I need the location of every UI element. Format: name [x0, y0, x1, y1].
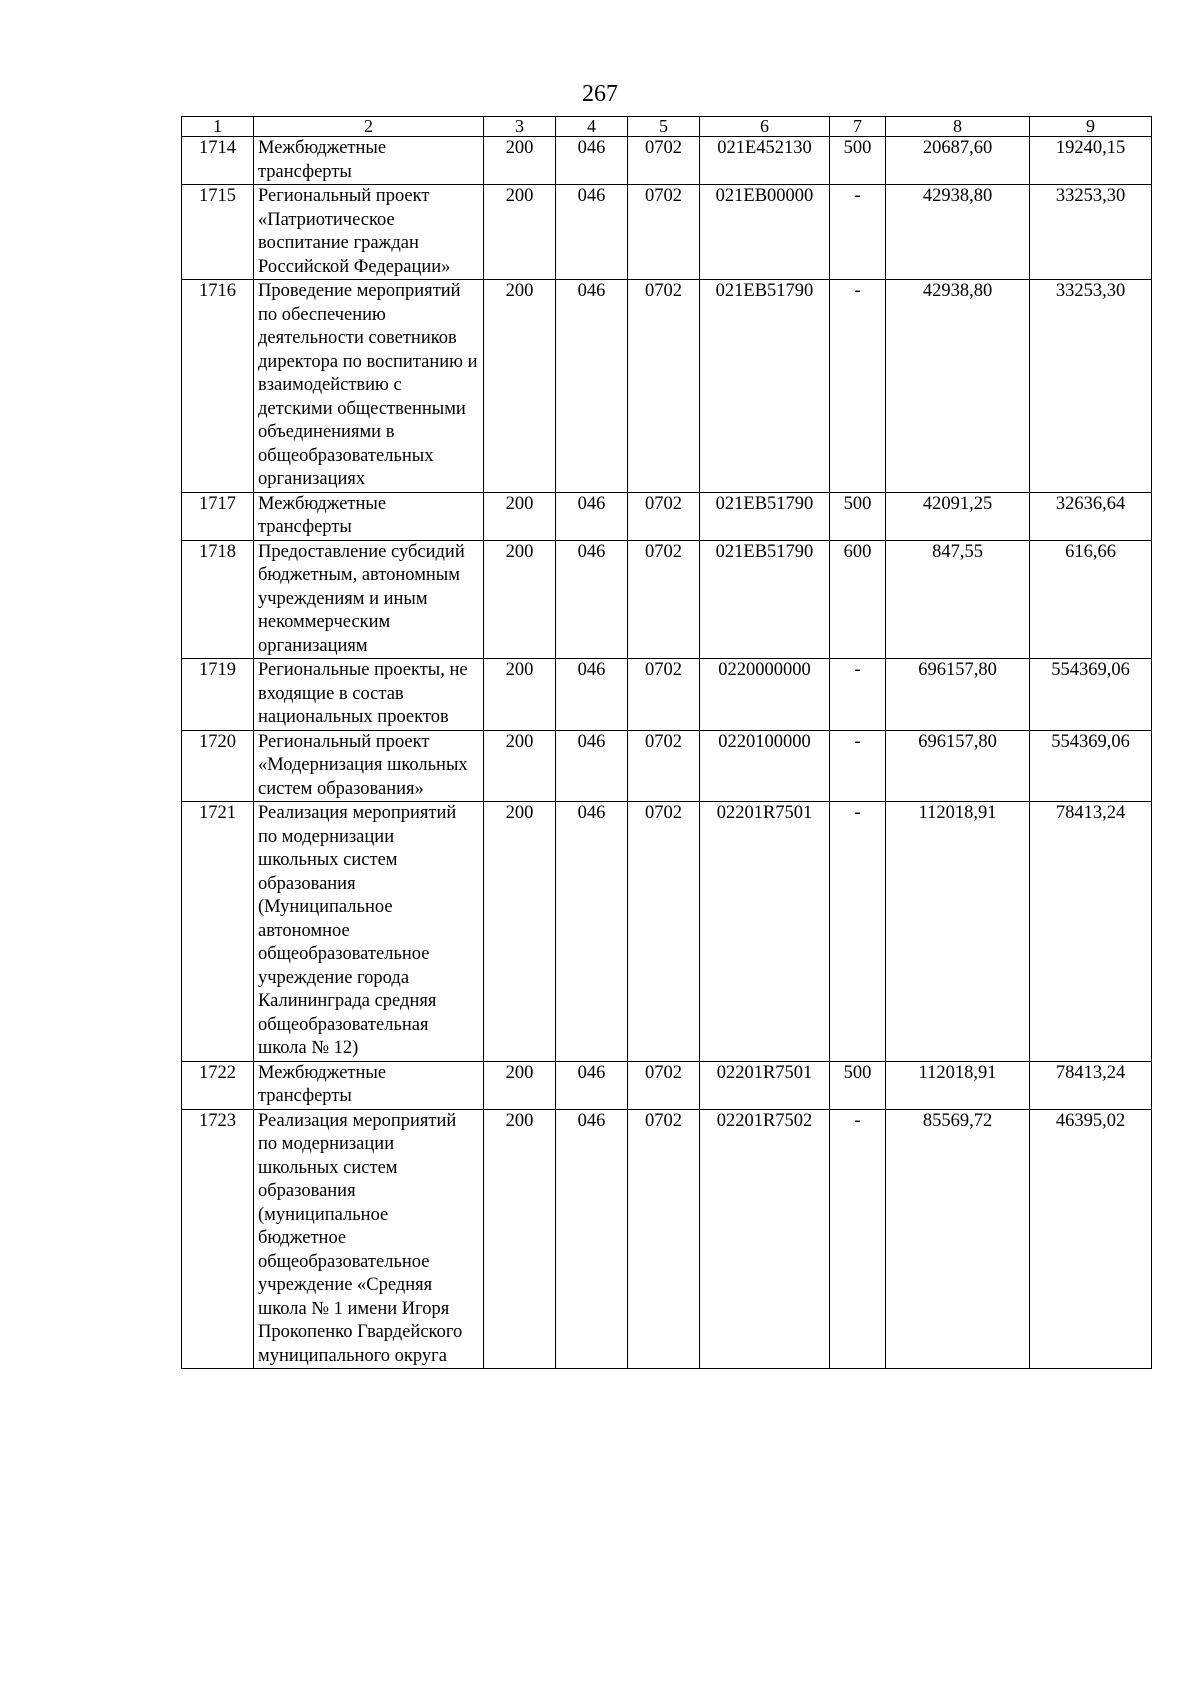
cell-code-6: 0220100000 — [700, 730, 830, 802]
table-row — [182, 492, 1152, 540]
cell-code-4: 046 — [556, 137, 628, 185]
cell-code-4: 046 — [556, 802, 628, 1062]
cell-code-6: 02201R7502 — [700, 1109, 830, 1369]
cell-code-5: 0702 — [628, 1061, 700, 1109]
cell-row-number: 1717 — [182, 492, 254, 540]
table-row — [182, 802, 1152, 1062]
table-row — [182, 280, 1152, 493]
cell-code-6: 021EB51790 — [700, 492, 830, 540]
column-header: 8 — [886, 117, 1030, 137]
cell-name: Проведение мероприятий по обеспечению деятельности советников директора по воспитанию и взаимодействию с детскими общественными объединениями в общеобразовательных организациях — [254, 280, 484, 493]
cell-code-7: 500 — [830, 137, 886, 185]
column-header: 2 — [254, 117, 484, 137]
cell-code-6: 021EB51790 — [700, 540, 830, 659]
cell-code-3: 200 — [484, 185, 556, 280]
cell-row-number: 1715 — [182, 185, 254, 280]
cell-code-5: 0702 — [628, 492, 700, 540]
cell-row-number: 1721 — [182, 802, 254, 1062]
cell-code-6: 0220000000 — [700, 659, 830, 731]
cell-row-number: 1722 — [182, 1061, 254, 1109]
cell-amount-8: 696157,80 — [886, 730, 1030, 802]
cell-name: Межбюджетные трансферты — [254, 137, 484, 185]
column-header: 9 — [1030, 117, 1152, 137]
cell-amount-8: 112018,91 — [886, 802, 1030, 1062]
header-row — [182, 117, 1152, 137]
column-header: 4 — [556, 117, 628, 137]
cell-code-5: 0702 — [628, 137, 700, 185]
cell-row-number: 1714 — [182, 137, 254, 185]
cell-row-number: 1719 — [182, 659, 254, 731]
cell-code-3: 200 — [484, 730, 556, 802]
table-row — [182, 1061, 1152, 1109]
cell-code-3: 200 — [484, 137, 556, 185]
cell-code-4: 046 — [556, 185, 628, 280]
cell-code-6: 021EB00000 — [700, 185, 830, 280]
cell-name: Региональный проект «Патриотическое воспитание граждан Российской Федерации» — [254, 185, 484, 280]
table-row — [182, 659, 1152, 731]
cell-code-7: 500 — [830, 1061, 886, 1109]
cell-code-3: 200 — [484, 280, 556, 493]
table-row — [182, 185, 1152, 280]
cell-code-7: - — [830, 185, 886, 280]
cell-code-6: 021E452130 — [700, 137, 830, 185]
table-body — [182, 117, 1152, 1369]
cell-code-6: 02201R7501 — [700, 802, 830, 1062]
cell-amount-9: 33253,30 — [1030, 185, 1152, 280]
cell-code-4: 046 — [556, 1109, 628, 1369]
budget-table — [181, 116, 1152, 1369]
table-row — [182, 137, 1152, 185]
page-number: 267 — [582, 81, 618, 107]
cell-code-4: 046 — [556, 730, 628, 802]
cell-row-number: 1716 — [182, 280, 254, 493]
column-header: 6 — [700, 117, 830, 137]
cell-amount-8: 20687,60 — [886, 137, 1030, 185]
cell-code-4: 046 — [556, 280, 628, 493]
cell-row-number: 1720 — [182, 730, 254, 802]
cell-code-3: 200 — [484, 540, 556, 659]
cell-name: Межбюджетные трансферты — [254, 492, 484, 540]
table-row — [182, 730, 1152, 802]
cell-name: Реализация мероприятий по модернизации школьных систем образования (муниципальное бюджетное общеобразовательное учреждение «Средняя школа № 1 имени Игоря Прокопенко Гвардейского муниципального округа — [254, 1109, 484, 1369]
cell-amount-8: 696157,80 — [886, 659, 1030, 731]
cell-code-6: 02201R7501 — [700, 1061, 830, 1109]
cell-code-5: 0702 — [628, 659, 700, 731]
cell-code-5: 0702 — [628, 1109, 700, 1369]
table-row — [182, 540, 1152, 659]
cell-amount-9: 46395,02 — [1030, 1109, 1152, 1369]
cell-amount-9: 32636,64 — [1030, 492, 1152, 540]
cell-code-4: 046 — [556, 1061, 628, 1109]
column-header: 1 — [182, 117, 254, 137]
cell-amount-9: 78413,24 — [1030, 802, 1152, 1062]
cell-row-number: 1718 — [182, 540, 254, 659]
cell-code-5: 0702 — [628, 540, 700, 659]
cell-code-5: 0702 — [628, 280, 700, 493]
cell-amount-9: 616,66 — [1030, 540, 1152, 659]
cell-code-7: - — [830, 659, 886, 731]
cell-code-3: 200 — [484, 492, 556, 540]
cell-code-4: 046 — [556, 492, 628, 540]
cell-code-3: 200 — [484, 802, 556, 1062]
cell-amount-9: 19240,15 — [1030, 137, 1152, 185]
cell-code-5: 0702 — [628, 802, 700, 1062]
column-header: 3 — [484, 117, 556, 137]
cell-name: Региональные проекты, не входящие в состав национальных проектов — [254, 659, 484, 731]
cell-amount-8: 85569,72 — [886, 1109, 1030, 1369]
cell-amount-9: 554369,06 — [1030, 659, 1152, 731]
cell-code-3: 200 — [484, 1109, 556, 1369]
cell-code-5: 0702 — [628, 185, 700, 280]
cell-name: Реализация мероприятий по модернизации школьных систем образования (Муниципальное автономное общеобразовательное учреждение города Калининграда средняя общеобразовательная школа № 12) — [254, 802, 484, 1062]
cell-amount-9: 554369,06 — [1030, 730, 1152, 802]
cell-code-4: 046 — [556, 659, 628, 731]
table-row — [182, 1109, 1152, 1369]
cell-name: Межбюджетные трансферты — [254, 1061, 484, 1109]
cell-code-5: 0702 — [628, 730, 700, 802]
cell-amount-8: 847,55 — [886, 540, 1030, 659]
cell-amount-8: 112018,91 — [886, 1061, 1030, 1109]
cell-amount-8: 42091,25 — [886, 492, 1030, 540]
cell-amount-8: 42938,80 — [886, 185, 1030, 280]
cell-amount-9: 33253,30 — [1030, 280, 1152, 493]
cell-code-3: 200 — [484, 1061, 556, 1109]
cell-code-6: 021EB51790 — [700, 280, 830, 493]
cell-code-3: 200 — [484, 659, 556, 731]
cell-amount-9: 78413,24 — [1030, 1061, 1152, 1109]
cell-amount-8: 42938,80 — [886, 280, 1030, 493]
cell-name: Региональный проект «Модернизация школьных систем образования» — [254, 730, 484, 802]
cell-code-7: 500 — [830, 492, 886, 540]
cell-row-number: 1723 — [182, 1109, 254, 1369]
cell-name: Предоставление субсидий бюджетным, автономным учреждениям и иным некоммерческим организациям — [254, 540, 484, 659]
cell-code-7: - — [830, 1109, 886, 1369]
cell-code-7: 600 — [830, 540, 886, 659]
cell-code-7: - — [830, 802, 886, 1062]
column-header: 7 — [830, 117, 886, 137]
cell-code-7: - — [830, 280, 886, 493]
column-header: 5 — [628, 117, 700, 137]
cell-code-4: 046 — [556, 540, 628, 659]
cell-code-7: - — [830, 730, 886, 802]
